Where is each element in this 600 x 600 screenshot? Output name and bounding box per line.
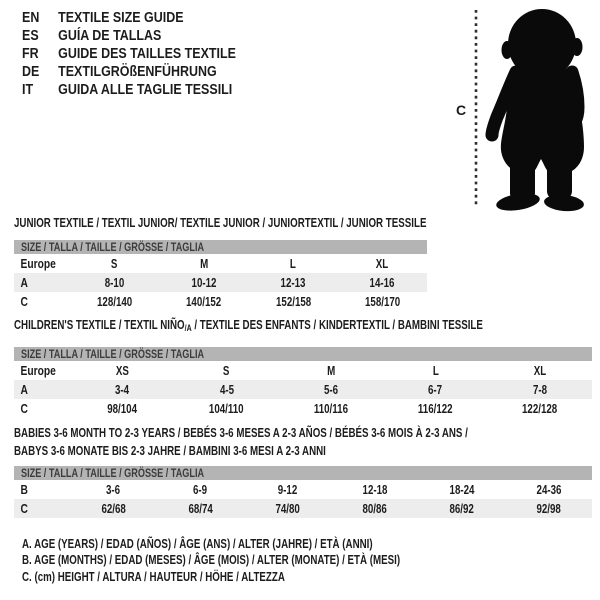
babies-size-table <box>14 466 592 518</box>
table-row-height <box>14 292 427 311</box>
table-cell: 14-16 <box>369 275 395 290</box>
table-cell: S <box>223 363 230 378</box>
table-cell: 10-12 <box>191 275 217 290</box>
table-cell: 3-4 <box>115 382 130 397</box>
heading-line: BABIES 3-6 MONTH TO 2-3 YEARS / BEBÉS 3-6 MESES A 2-3 AÑOS / BÉBÉS 3-6 MOIS À 2-3 ANS / <box>14 426 468 440</box>
row-label: Europe <box>20 363 56 378</box>
table-row-age <box>14 380 592 399</box>
row-label: C <box>20 401 28 416</box>
table-cell: 24-36 <box>536 482 561 497</box>
height-dimension-label: C <box>455 102 467 118</box>
language-row-en <box>22 9 236 27</box>
size-header-label: SIZE / TALLA / TAILLE / GRÖSSE / TAGLIA <box>21 240 205 254</box>
junior-section-heading: JUNIOR TEXTILE / TEXTIL JUNIOR/ TEXTILE JUNIOR / JUNIORTEXTIL / JUNIOR TESSILE <box>14 216 427 230</box>
language-row-fr <box>22 45 236 63</box>
row-label: A <box>20 275 28 290</box>
table-cell: 18-24 <box>449 482 474 497</box>
language-title: TEXTILE SIZE GUIDE <box>58 10 184 26</box>
table-cell: 4-5 <box>219 382 234 397</box>
row-label: C <box>20 501 28 516</box>
table-cell: 74/80 <box>275 501 300 516</box>
language-title: TEXTILGRÖßENFÜHRUNG <box>58 64 217 80</box>
table-cell: 3-6 <box>106 482 121 497</box>
table-cell: 104/110 <box>209 401 244 416</box>
table-cell: L <box>432 363 439 378</box>
size-header-bar <box>14 240 427 254</box>
language-row-it <box>22 81 236 99</box>
heading-text: CHILDREN'S TEXTILE / TEXTIL NIÑO <box>14 318 185 332</box>
table-cell: 116/122 <box>418 401 453 416</box>
children-size-table <box>14 347 592 418</box>
table-cell: 12-18 <box>362 482 387 497</box>
table-cell: 12-13 <box>280 275 306 290</box>
language-code: FR <box>22 46 39 62</box>
language-code: EN <box>22 10 40 26</box>
table-cell: 152/158 <box>275 294 311 309</box>
footnote-b: B. AGE (MONTHS) / EDAD (MESES) / ÂGE (MOIS) / ALTER (MONATE) / ETÀ (MESI) <box>22 553 401 568</box>
table-cell: 110/116 <box>313 401 349 416</box>
table-cell: 80/86 <box>362 501 387 516</box>
language-code: DE <box>22 64 40 80</box>
table-cell: 6-7 <box>428 382 443 397</box>
table-cell: 140/152 <box>186 294 222 309</box>
language-row-es <box>22 27 236 45</box>
row-label: B <box>20 482 28 497</box>
table-cell: 98/104 <box>107 401 138 416</box>
toddler-silhouette-icon <box>492 9 585 213</box>
table-cell: S <box>111 256 118 271</box>
table-cell: M <box>199 256 208 271</box>
table-row-height <box>14 499 592 518</box>
table-cell: XS <box>115 363 129 378</box>
table-cell: 122/128 <box>522 401 558 416</box>
language-row-de <box>22 63 236 81</box>
table-cell: L <box>290 256 297 271</box>
table-row-europe <box>14 361 592 380</box>
footnotes <box>22 536 507 585</box>
table-row-europe <box>14 254 427 273</box>
size-header-bar <box>14 466 592 480</box>
row-label: Europe <box>20 256 56 271</box>
table-cell: 128/140 <box>97 294 133 309</box>
language-code: IT <box>22 82 34 98</box>
size-header-bar <box>14 347 592 361</box>
row-label: A <box>20 382 28 397</box>
table-cell: 86/92 <box>449 501 474 516</box>
junior-size-table <box>14 240 427 311</box>
table-cell: 68/74 <box>188 501 213 516</box>
row-label: C <box>20 294 28 309</box>
table-cell: 9-12 <box>277 482 298 497</box>
heading-line: BABYS 3-6 MONATE BIS 2-3 JAHRE / BAMBINI 3-6 MESI A 2-3 ANNI <box>14 444 326 458</box>
size-header-label: SIZE / TALLA / TAILLE / GRÖSSE / TAGLIA <box>21 466 205 480</box>
table-row-age <box>14 273 427 292</box>
table-cell: 7-8 <box>532 382 547 397</box>
table-cell: XL <box>533 363 547 378</box>
table-row-months <box>14 480 592 499</box>
table-cell: 5-6 <box>323 382 339 397</box>
table-cell: 92/98 <box>536 501 561 516</box>
table-row-height <box>14 399 592 418</box>
table-cell: 62/68 <box>101 501 126 516</box>
heading-text: / TEXTILE DES ENFANTS / KINDERTEXTIL / BAMBINI TESSILE <box>191 318 483 332</box>
table-cell: M <box>326 363 336 378</box>
size-header-label: SIZE / TALLA / TAILLE / GRÖSSE / TAGLIA <box>21 347 205 361</box>
language-title: GUIDA ALLE TAGLIE TESSILI <box>58 82 233 98</box>
language-title: GUIDE DES TAILLES TEXTILE <box>58 46 236 62</box>
language-list <box>22 9 271 99</box>
table-cell: XL <box>376 256 389 271</box>
heading-subscript: /A <box>184 323 192 333</box>
footnote-c: C. (cm) HEIGHT / ALTURA / HAUTEUR / HÖHE / ALTEZZA <box>22 569 285 584</box>
babies-section-heading <box>14 424 468 460</box>
children-section-heading <box>14 318 483 335</box>
table-cell: 6-9 <box>193 482 208 497</box>
table-cell: 158/170 <box>364 294 400 309</box>
height-figure <box>454 2 598 214</box>
footnote-a: A. AGE (YEARS) / EDAD (AÑOS) / ÂGE (ANS) / ALTER (JAHRE) / ETÀ (ANNI) <box>22 537 373 551</box>
language-title: GUÍA DE TALLAS <box>58 28 162 44</box>
language-code: ES <box>22 28 39 44</box>
table-cell: 8-10 <box>104 275 125 290</box>
